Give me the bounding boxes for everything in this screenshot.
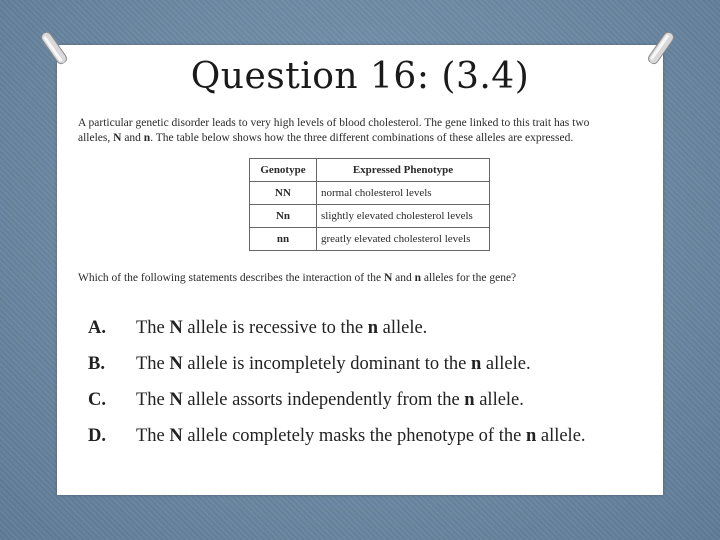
answer-option-d[interactable]	[88, 426, 658, 456]
intro-line-1: A particular genetic disorder leads to very high levels of blood cholesterol. The gene linked to this trait has two	[78, 117, 590, 129]
answer-option-b[interactable]	[88, 354, 658, 384]
header-phenotype: Expressed Phenotype	[317, 159, 490, 182]
prompt-allele-n: n	[414, 272, 422, 284]
intro-line-2b: . The table below shows how the three different combinations of these alleles are expressed.	[150, 132, 574, 144]
table-header-row	[250, 159, 490, 182]
phenotype-cell: greatly elevated cholesterol levels	[317, 228, 490, 251]
answer-text: The N allele is incompletely dominant to the n allele.	[136, 354, 531, 374]
answer-letter: B.	[88, 354, 105, 374]
prompt-b: alleles for the gene?	[421, 272, 517, 284]
intro-and: and	[121, 132, 144, 144]
prompt-a: Which of the following statements describes the interaction of the	[78, 272, 384, 284]
prompt-and: and	[392, 272, 415, 284]
table-row	[250, 205, 490, 228]
question-intro	[78, 116, 653, 146]
prompt-allele-N: N	[383, 272, 393, 284]
question-prompt	[78, 272, 653, 284]
genotype-cell: Nn	[250, 205, 317, 228]
answer-choices	[78, 314, 660, 462]
intro-line-2a: alleles,	[78, 132, 114, 144]
question-image	[68, 112, 656, 292]
allele-n: n	[143, 132, 151, 144]
table-row	[250, 228, 490, 251]
phenotype-cell: normal cholesterol levels	[317, 182, 490, 205]
table-row	[250, 182, 490, 205]
answer-letter: D.	[88, 426, 106, 446]
answer-text: The N allele is recessive to the n allele.	[136, 318, 428, 338]
genotype-cell: NN	[250, 182, 317, 205]
answer-text: The N allele assorts independently from the n allele.	[136, 390, 524, 410]
slide-title: Question 16: (3.4)	[190, 56, 530, 97]
genotype-table	[249, 158, 490, 251]
genotype-cell: nn	[250, 228, 317, 251]
answer-option-a[interactable]	[88, 318, 658, 348]
answer-text: The N allele completely masks the phenotype of the n allele.	[136, 426, 586, 446]
answer-option-c[interactable]	[88, 390, 658, 420]
answer-letter: A.	[88, 318, 106, 338]
phenotype-cell: slightly elevated cholesterol levels	[317, 205, 490, 228]
allele-N: N	[113, 132, 122, 144]
header-genotype: Genotype	[250, 159, 317, 182]
answer-letter: C.	[88, 390, 106, 410]
